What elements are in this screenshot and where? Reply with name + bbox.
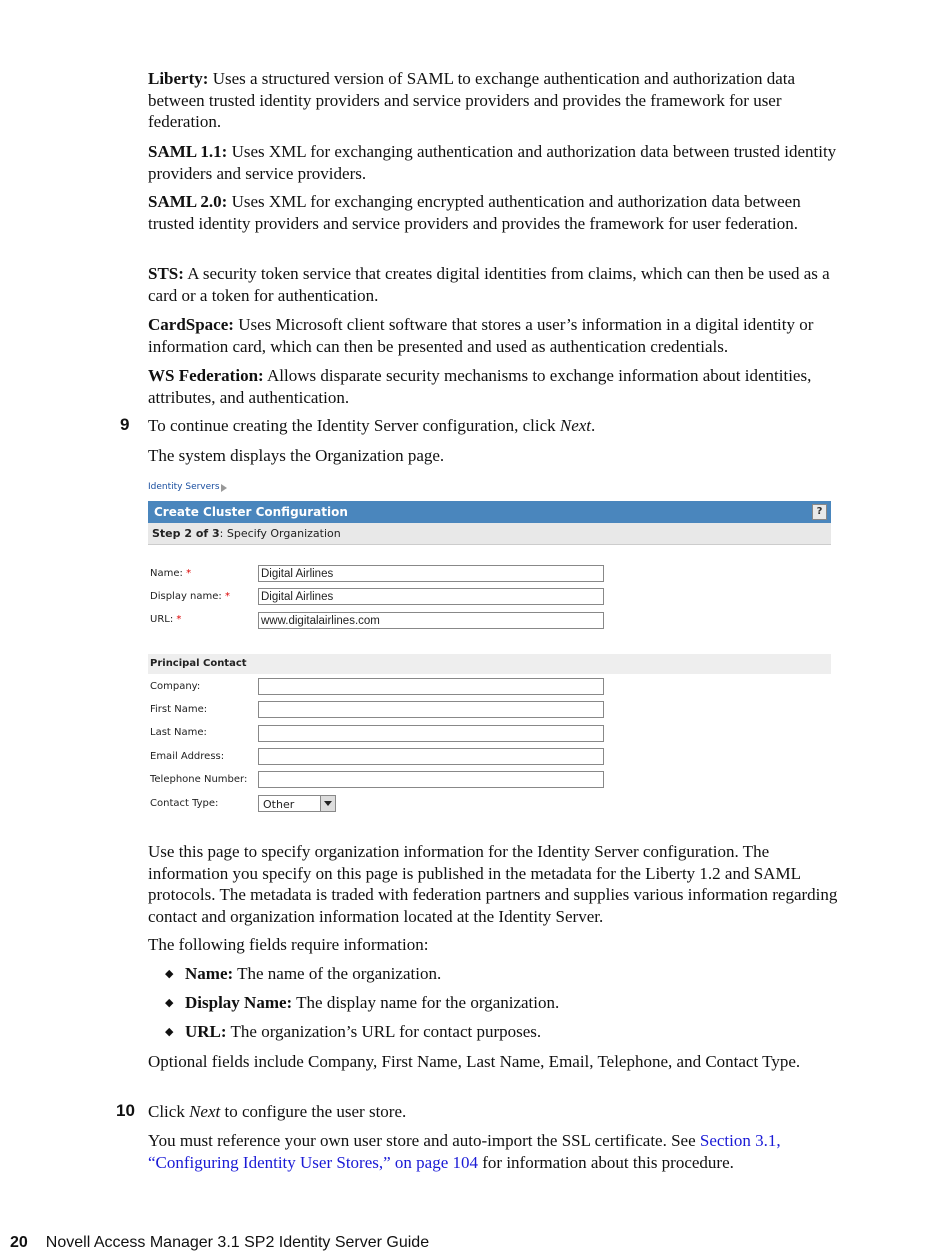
def-saml20: SAML 2.0: Uses XML for exchanging encrypted authentication and authorization data between trusted identity providers and service providers and provides the framework for user federation. (148, 192, 801, 233)
name-label: Name: * (150, 568, 192, 579)
page-title: Create Cluster Configuration ? (148, 501, 831, 523)
step-number-10: 10 (116, 1101, 135, 1120)
principal-contact-header: Principal Contact (148, 654, 831, 674)
def-sts: STS: A security token service that creates digital identities from claims, which can then be used as a card or a token for authentication. (148, 264, 830, 305)
bullet-item-name: Name: The name of the organization. (185, 964, 442, 983)
email-label: Email Address: (150, 751, 225, 762)
breadcrumb-arrow-icon (221, 484, 227, 492)
first-name-field[interactable] (258, 701, 604, 718)
contact-type-label: Contact Type: (150, 798, 219, 809)
telephone-field[interactable] (258, 771, 604, 788)
telephone-label: Telephone Number: (150, 774, 248, 785)
step-number-9: 9 (120, 415, 130, 434)
help-icon[interactable]: ? (812, 504, 827, 520)
step9-text: To continue creating the Identity Server configuration, click Next. (148, 416, 596, 435)
chevron-down-icon[interactable] (320, 796, 335, 811)
name-field[interactable]: Digital Airlines (258, 565, 604, 582)
step10-reference: You must reference your own user store and auto-import the SSL certificate. See Section 3.1, “Configuring Identity User Stores,” on page 104 for information about this procedure. (148, 1131, 781, 1172)
company-field[interactable] (258, 678, 604, 695)
bullet-icon: ◆ (165, 997, 174, 1009)
step10-text: Click Next to configure the user store. (148, 1102, 407, 1121)
bullet-item-url: URL: The organization’s URL for contact purposes. (185, 1022, 542, 1041)
display-name-label: Display name: * (150, 591, 230, 602)
bullet-icon: ◆ (165, 968, 174, 980)
page-number: 20 (10, 1234, 28, 1251)
url-field[interactable]: www.digitalairlines.com (258, 612, 604, 629)
def-saml11: SAML 1.1: Uses XML for exchanging authentication and authorization data between trusted identity providers and service providers. (148, 142, 837, 183)
footer-title: Novell Access Manager 3.1 SP2 Identity Server Guide (45, 1234, 430, 1251)
body-paragraph-2: The following fields require information: (148, 935, 429, 954)
page-footer (10, 1234, 429, 1252)
email-field[interactable] (258, 748, 604, 765)
company-label: Company: (150, 681, 201, 692)
step-indicator: Step 2 of 3: Specify Organization (148, 523, 831, 545)
def-wsfed: WS Federation: Allows disparate security mechanisms to exchange information about identities, attributes, and authentication. (148, 366, 812, 407)
last-name-label: Last Name: (150, 727, 207, 738)
step9-result: The system displays the Organization page. (148, 446, 445, 465)
display-name-field[interactable]: Digital Airlines (258, 588, 604, 605)
first-name-label: First Name: (150, 704, 208, 715)
bullet-icon: ◆ (165, 1026, 174, 1038)
last-name-field[interactable] (258, 725, 604, 742)
bullet-item-display-name: Display Name: The display name for the organization. (185, 993, 560, 1012)
body-paragraph-1: Use this page to specify organization information for the Identity Server configuration. The information you specify on this page is published in the metadata for the Liberty 1.2 and SAML protocols. The metadata is traded with federation partners and supplies various information regarding contact and organization information located at the Identity Server. (148, 842, 838, 926)
organization-page-screenshot (148, 480, 833, 820)
url-label: URL: * (150, 614, 182, 625)
def-liberty: Liberty: Uses a structured version of SAML to exchange authentication and authorization data between trusted identity providers and service providers and provides the framework for user federation. (148, 69, 796, 131)
contact-type-select[interactable]: Other (258, 795, 336, 812)
def-cardspace: CardSpace: Uses Microsoft client software that stores a user’s information in a digital identity or information card, which can then be presented and used as authentication credentials. (148, 315, 814, 356)
breadcrumb[interactable]: Identity Servers (148, 482, 220, 492)
body-paragraph-3: Optional fields include Company, First Name, Last Name, Email, Telephone, and Contact Type. (148, 1052, 801, 1071)
section-link[interactable]: Section 3.1, “Configuring Identity User Stores,” on page 104 (148, 1131, 781, 1172)
